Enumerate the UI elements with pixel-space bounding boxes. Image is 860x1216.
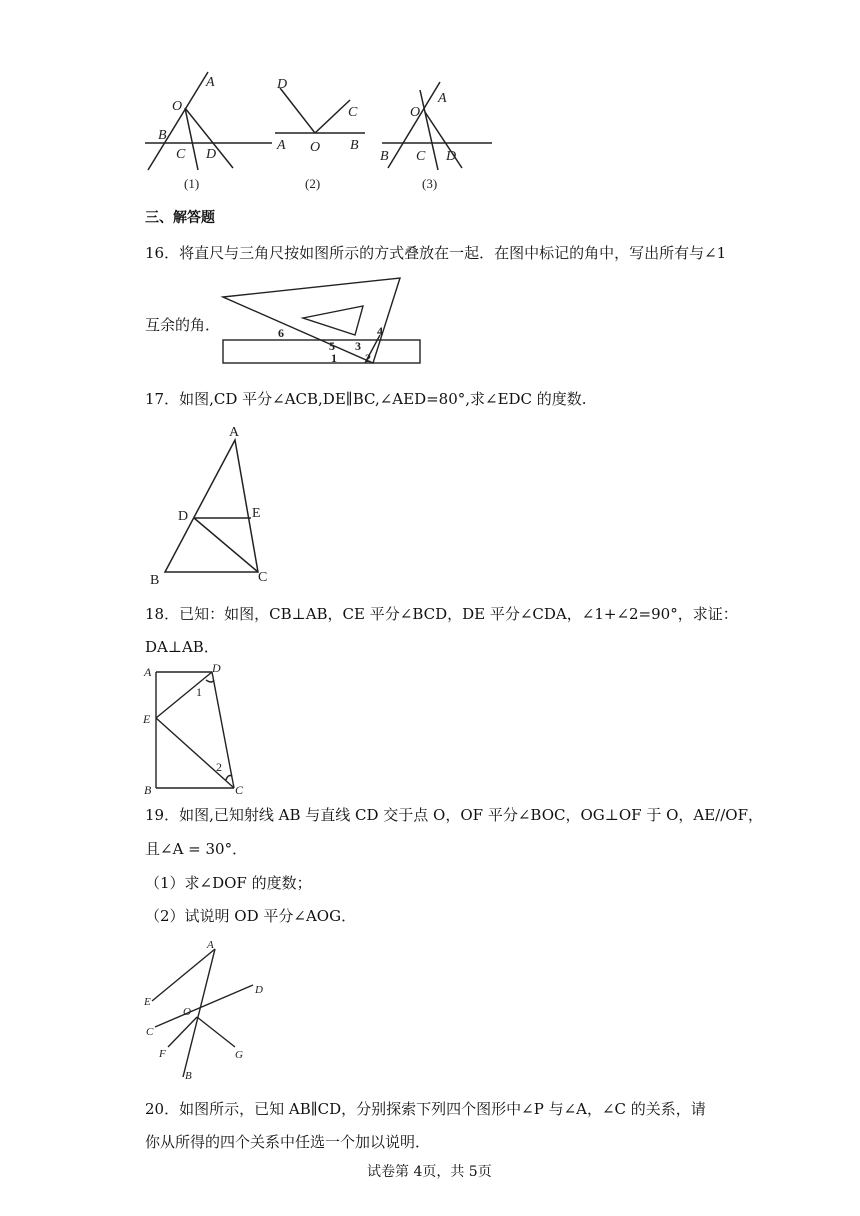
q18-label-1: 1 (196, 685, 202, 699)
q18-figure (140, 660, 250, 800)
fig3-label-a: A (438, 91, 447, 106)
q17-text: 17．如图,CD 平分∠ACB,DE∥BC,∠AED=80°,求∠EDC 的度数. (145, 390, 587, 408)
fig3-label-c: C (416, 149, 426, 164)
q19-label-o: O (183, 1006, 191, 1018)
q16-figure (215, 275, 430, 370)
q17-label-a: A (229, 425, 240, 440)
q19-label-b: B (185, 1070, 192, 1082)
q16-angle-3: 3 (355, 339, 361, 353)
q19-label-e: E (144, 996, 151, 1008)
ruler (223, 340, 420, 363)
q16-angle-2: 2 (365, 351, 371, 365)
q19-figure (135, 935, 275, 1085)
fig1-label-c: C (176, 147, 186, 162)
figure-3 (382, 82, 492, 170)
fig1-label-d: D (206, 147, 217, 162)
q18-label-d: D (212, 661, 221, 675)
q16-angle-1: 1 (331, 351, 337, 365)
ray-of (168, 1017, 197, 1047)
fig2-label-d: D (277, 77, 288, 92)
q19-label-a: A (207, 939, 214, 951)
segment-ae (152, 949, 215, 1001)
q19-part1: （1）求∠DOF 的度数； (145, 874, 312, 892)
section-title: 三、解答题 (145, 210, 215, 226)
q19-text-line2: 且∠A = 30°． (145, 840, 248, 858)
q18-label-c: C (235, 783, 244, 797)
q19-label-g: G (235, 1049, 243, 1061)
q17-label-d: D (178, 509, 189, 524)
q18-label-a: A (144, 665, 152, 679)
fig1-label-b: B (158, 128, 167, 143)
fig2-label-b: B (350, 138, 359, 153)
q19-text-line1: 19．如图,已知射线 AB 与直线 CD 交于点 O，OF 平分∠BOC，OG⊥OF 于 O，AE//OF， (145, 806, 763, 824)
q18-text-line1: 18．已知：如图，CB⊥AB，CE 平分∠BCD，DE 平分∠CDA，∠1+∠2=90°，求证： (145, 605, 738, 623)
triangle-abc (165, 440, 258, 572)
q17-label-e: E (252, 506, 261, 521)
fig1-label-a: A (206, 75, 215, 90)
fig1-label-o: O (172, 99, 183, 114)
q19-label-f: F (159, 1048, 166, 1060)
q19-label-d: D (255, 984, 263, 996)
q19-part2: （2）试说明 OD 平分∠AOG． (145, 907, 357, 925)
triangle-ruler-hole (303, 306, 363, 335)
q17-label-b: B (150, 573, 160, 588)
ray-og (197, 1017, 235, 1047)
fig1-caption: (1) (184, 176, 200, 191)
fig2-label-c: C (348, 105, 358, 120)
q18-label-e: E (143, 712, 151, 726)
q18-label-2: 2 (216, 760, 222, 774)
segment-dc (194, 518, 258, 572)
q17-figure (140, 420, 290, 590)
fig3-label-d: D (446, 149, 457, 164)
q19-label-c: C (146, 1026, 154, 1038)
fig3-label-o: O (410, 105, 421, 120)
q16-angle-6: 6 (278, 326, 284, 340)
fig2-caption: (2) (305, 176, 321, 191)
q16-text-line2: 互余的角． (145, 316, 221, 334)
q16-angle-5: 5 (329, 339, 335, 353)
q20-text-line2: 你从所得的四个关系中任选一个加以说明． (145, 1133, 431, 1151)
fig2-label-a: A (277, 138, 286, 153)
q18-label-b: B (144, 783, 152, 797)
top-figures (130, 60, 510, 200)
page-footer: 试卷第 4页，共 5页 (367, 1164, 492, 1180)
fig2-label-o: O (310, 140, 321, 155)
fig3-caption: (3) (422, 176, 438, 191)
q17-label-c: C (258, 570, 268, 585)
q16-angle-4: 4 (377, 324, 383, 338)
q20-text-line1: 20．如图所示，已知 AB∥CD，分别探索下列四个图形中∠P 与∠A，∠C 的关系，请 (145, 1100, 706, 1118)
fig3-label-b: B (380, 149, 389, 164)
q16-text-line1: 16．将直尺与三角尺按如图所示的方式叠放在一起．在图中标记的角中，写出所有与∠1 (145, 244, 727, 262)
q18-text-line2: DA⊥AB． (145, 638, 219, 656)
